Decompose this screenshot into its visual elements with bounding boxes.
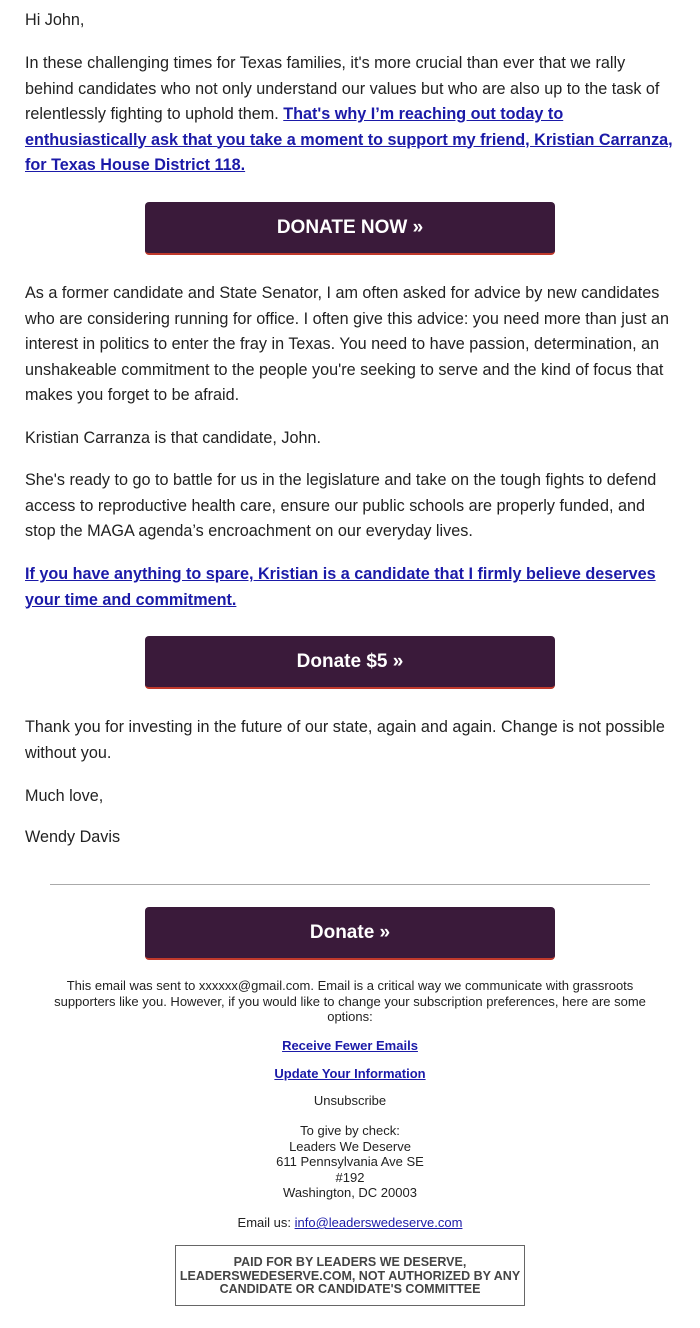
support-kristian-link[interactable]: That's why I’m reaching out today to enthusiastically ask that you take a moment to support my friend, Kristian Carranza, for Texas House District 118.: [25, 105, 673, 174]
intro-text: In these challenging times for Texas families, it's more crucial than ever that we rally behind candidates who not only understand our values but who are also up to the task of relentlessly fighting to uphold them.: [25, 54, 660, 123]
check-heading: To give by check:: [300, 1123, 400, 1138]
donate-now-button[interactable]: DONATE NOW »: [145, 202, 555, 255]
intro-paragraph: [25, 51, 675, 179]
divider: [50, 884, 650, 885]
spare-link[interactable]: If you have anything to spare, Kristian is a candidate that I firmly believe deserves your time and commitment.: [25, 565, 656, 609]
signoff: Much love,: [25, 787, 104, 805]
unsubscribe-link[interactable]: Unsubscribe: [313, 1093, 387, 1108]
donate-5-button[interactable]: Donate $5 »: [145, 636, 555, 689]
fewer-emails-row: [50, 1038, 650, 1054]
email-us-label: Email us:: [237, 1215, 295, 1230]
contact-email-link[interactable]: info@leaderswedeserve.com: [294, 1215, 463, 1230]
address-line: #192: [335, 1169, 365, 1185]
update-information-link[interactable]: Update Your Information: [274, 1066, 426, 1081]
greeting: Hi John,: [25, 11, 85, 29]
subscription-notice: This email was sent to xxxxxx@gmail.com. Email is a critical way we communicate with grassroots supporters like you. However, if you would like to change your subscription preferences, here are some options:: [54, 978, 646, 1024]
candidate-paragraph: Kristian Carranza is that candidate, John.: [25, 429, 322, 447]
thank-you-paragraph: Thank you for investing in the future of our state, again and again. Change is not possible without you.: [25, 718, 665, 762]
email-us-row: [50, 1215, 650, 1231]
spare-paragraph: [25, 562, 675, 613]
donate-button[interactable]: Donate »: [145, 907, 555, 960]
check-address-block: [50, 1123, 650, 1201]
paid-for-disclaimer: PAID FOR BY LEADERS WE DESERVE, LEADERSWEDESERVE.COM, NOT AUTHORIZED BY ANY CANDIDATE OR CANDIDATE'S COMMITTEE: [175, 1245, 525, 1306]
receive-fewer-emails-link[interactable]: Receive Fewer Emails: [282, 1038, 418, 1053]
unsubscribe-row: [50, 1093, 650, 1109]
address-line: Leaders We Deserve: [289, 1138, 411, 1154]
advice-paragraph: As a former candidate and State Senator, I am often asked for advice by new candidates who are considering running for office. I often give this advice: you need more than just an interest in politics to enter the fray in Texas. You need to have passion, determination, an unshakeable commitment to the people you're seeking to serve and the kind of focus that makes you forget to be afraid.: [25, 284, 669, 404]
signature: Wendy Davis: [25, 828, 121, 846]
address-line: Washington, DC 20003: [283, 1185, 417, 1200]
battle-paragraph: She's ready to go to battle for us in the legislature and take on the tough fights to defend access to reproductive health care, ensure our public schools are properly funded, and stop the MAGA agenda’s encroachment on our everyday lives.: [25, 471, 657, 540]
address-line: 611 Pennsylvania Ave SE: [276, 1154, 424, 1169]
update-info-row: [50, 1066, 650, 1082]
